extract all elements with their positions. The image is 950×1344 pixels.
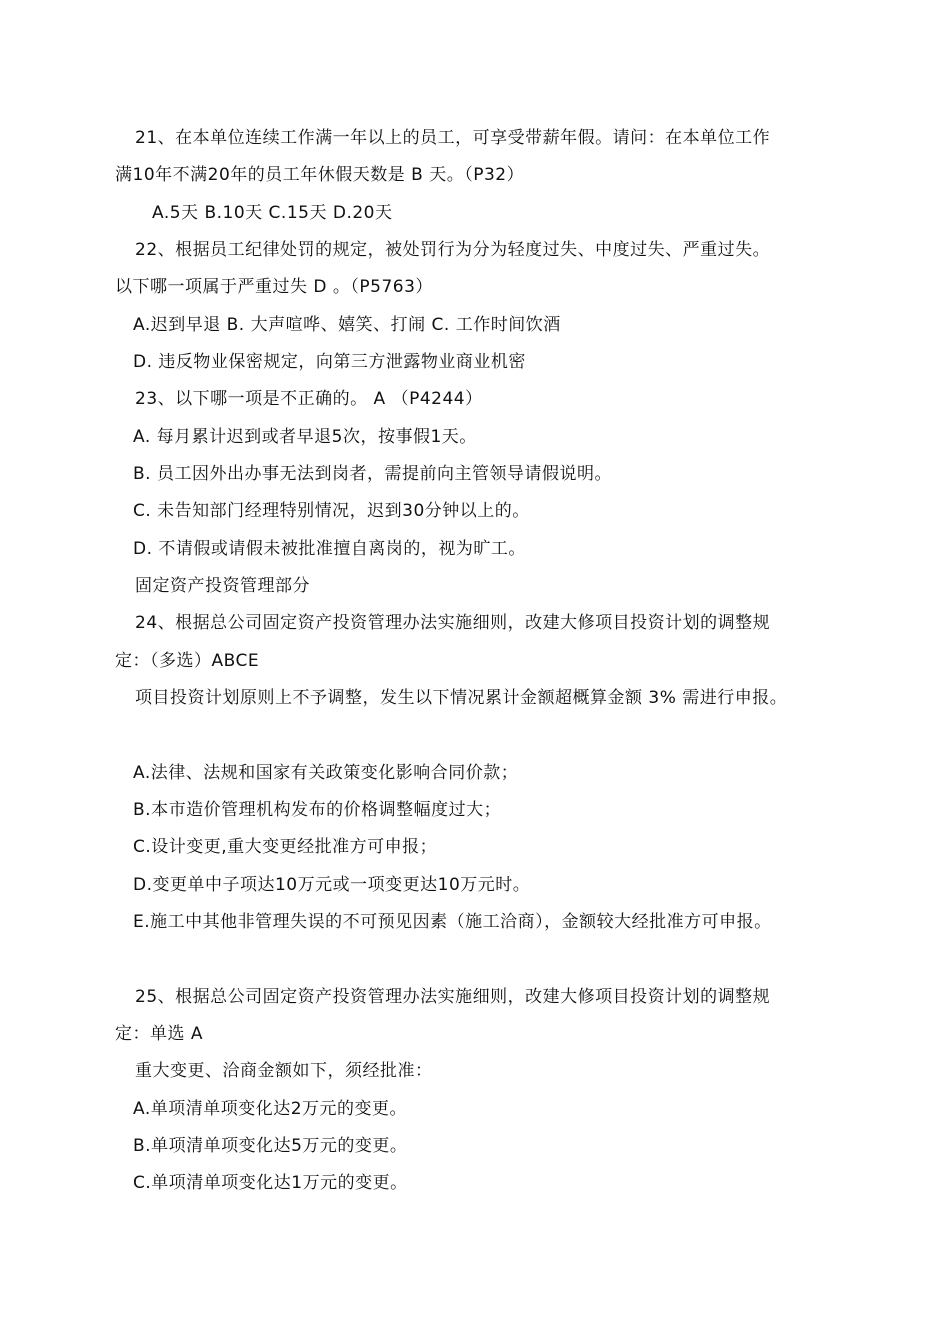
q24-line1: 24、根据总公司固定资产投资管理办法实施细则，改建大修项目投资计划的调整规	[135, 613, 771, 633]
q25-option-c: C.单项清单项变化达1万元的变更。	[133, 1173, 408, 1193]
q22-line2: 以下哪一项属于严重过失 D 。（P5763）	[115, 277, 433, 297]
q23-question: 23、以下哪一项是不正确的。 A （P4244）	[135, 389, 483, 409]
q21-options: A.5天 B.10天 C.15天 D.20天	[152, 203, 393, 223]
q24-option-e: E.施工中其他非管理失误的不可预见因素（施工洽商），金额较大经批准方可申报。	[133, 912, 772, 932]
q24-option-a: A.法律、法规和国家有关政策变化影响合同价款；	[133, 763, 519, 783]
q23-option-c: C. 未告知部门经理特别情况，迟到30分钟以上的。	[133, 501, 530, 521]
q25-option-a: A.单项清单项变化达2万元的变更。	[133, 1099, 408, 1119]
q23-option-d: D. 不请假或请假未被批准擅自离岗的，视为旷工。	[133, 539, 526, 559]
q25-line2: 定：单选 A	[115, 1024, 204, 1044]
q24-intro: 项目投资计划原则上不予调整，发生以下情况累计金额超概算金额 3% 需进行申报。	[135, 688, 788, 708]
q24-option-c: C.设计变更,重大变更经批准方可申报；	[133, 837, 438, 857]
q24-option-b: B.本市造价管理机构发布的价格调整幅度过大；	[133, 800, 502, 820]
q25-line1: 25、根据总公司固定资产投资管理办法实施细则，改建大修项目投资计划的调整规	[135, 987, 771, 1007]
section-heading: 固定资产投资管理部分	[135, 576, 310, 596]
q24-option-d: D.变更单中子项达10万元或一项变更达10万元时。	[133, 875, 531, 895]
q22-options-abc: A.迟到早退 B. 大声喧哗、嬉笑、打闹 C. 工作时间饮酒	[133, 315, 561, 335]
q23-option-a: A. 每月累计迟到或者早退5次，按事假1天。	[133, 427, 477, 447]
q23-option-b: B. 员工因外出办事无法到岗者，需提前向主管领导请假说明。	[133, 464, 612, 484]
q25-option-b: B.单项清单项变化达5万元的变更。	[133, 1136, 408, 1156]
q24-line2: 定：（多选）ABCE	[115, 651, 260, 671]
q22-option-d: D. 违反物业保密规定，向第三方泄露物业商业机密	[133, 352, 526, 372]
q25-intro: 重大变更、洽商金额如下，须经批准：	[135, 1061, 433, 1081]
q22-line1: 22、根据员工纪律处罚的规定，被处罚行为分为轻度过失、中度过失、严重过失。	[135, 240, 771, 260]
q21-line1: 21、在本单位连续工作满一年以上的员工，可享受带薪年假。请问：在本单位工作	[135, 128, 771, 148]
q21-line2: 满10年不满20年的员工年休假天数是 B 天。（P32）	[115, 165, 525, 185]
